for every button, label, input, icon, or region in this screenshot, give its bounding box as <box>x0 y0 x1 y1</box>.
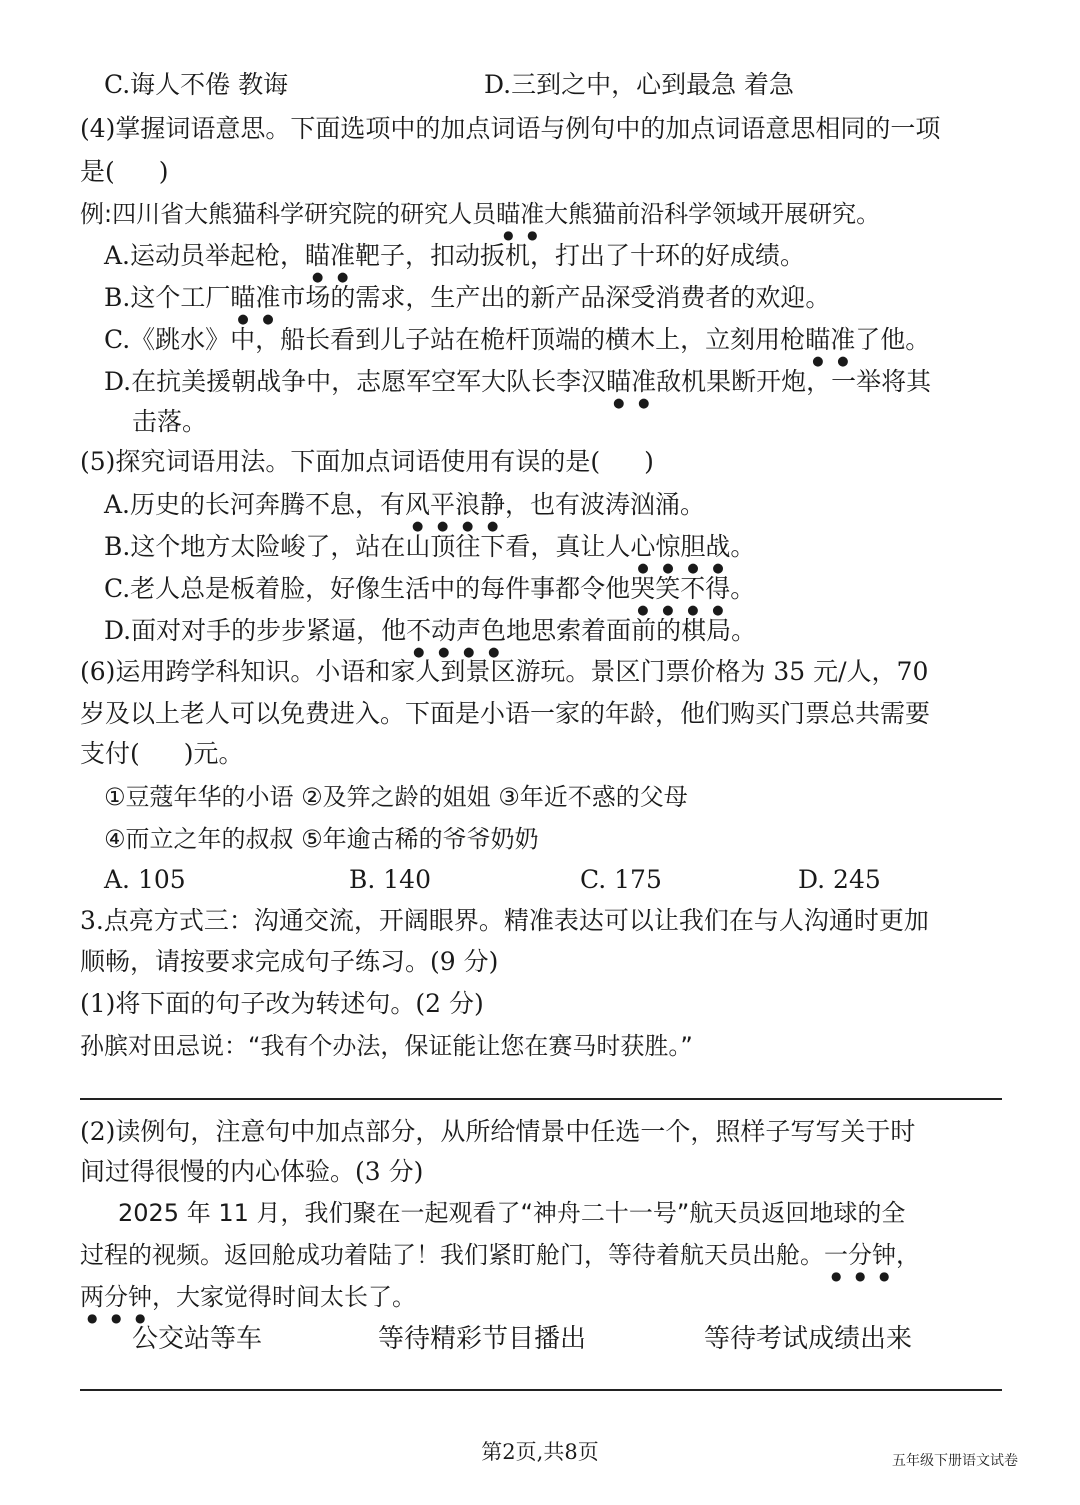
q6-option-a: A. 105 <box>104 865 186 894</box>
page-number: 第2页,共8页 <box>481 1440 599 1464</box>
q6-stem-line3: 支付( )元。 <box>80 739 244 768</box>
paper-title: 五年级下册语文试卷 <box>892 1453 1018 1469</box>
q3-sub1-stem: (1)将下面的句子改为转述句。(2 分) <box>80 989 484 1018</box>
q5-option-c: C.老人总是板着脸，好像生活中的每件事都令他哭笑不得。 <box>104 574 756 603</box>
q6-family-line2: ④而立之年的叔叔 ⑤年逾古稀的爷爷奶奶 <box>104 825 539 853</box>
q5-option-a: A.历史的长河奔腾不息，有风平浪静，也有波涛汹涌。 <box>104 490 706 519</box>
q4-option-c: C.《跳水》中，船长看到儿子站在桅杆顶端的横木上，立刻用枪瞄准了他。 <box>104 325 931 354</box>
q4-example-sentence: 例:四川省大熊猫科学研究院的研究人员瞄准大熊猫前沿科学领域开展研究。 <box>80 200 881 228</box>
q3-sub1-sentence: 孙膑对田忌说：“我有个办法，保证能让您在赛马时获胜。” <box>80 1032 693 1060</box>
q6-option-c: C. 175 <box>580 865 662 894</box>
q5-option-d: D.面对对手的步步紧逼，他不动声色地思索着面前的棋局。 <box>104 616 757 645</box>
answer-line-1[interactable] <box>80 1098 1002 1100</box>
q4-option-d-cont: 击落。 <box>132 407 208 436</box>
q3-sub2-stem-line1: (2)读例句，注意句中加点部分，从所给情景中任选一个，照样子写写关于时 <box>80 1117 916 1146</box>
q4-stem-line2: 是( ) <box>80 157 169 186</box>
q3-example-passage-line2: 过程的视频。返回舱成功着陆了！我们紧盯舱门，等待着航天员出舱。一分钟， <box>80 1241 920 1269</box>
q3-sub2-stem-line2: 间过得很慢的内心体验。(3 分) <box>80 1157 424 1186</box>
scene-exam-results: 等待考试成绩出来 <box>704 1324 913 1354</box>
option-c-prev: C.诲人不倦 教诲 <box>104 70 289 99</box>
q4-option-d: D.在抗美援朝战争中，志愿军空军大队长李汉瞄准敌机果断开炮，一举将其 <box>104 367 932 396</box>
q6-option-d: D. 245 <box>798 865 881 894</box>
q4-option-a: A.运动员举起枪，瞄准靶子，扣动扳机，打出了十环的好成绩。 <box>104 241 806 270</box>
q5-option-b: B.这个地方太险峻了，站在山顶往下看，真让人心惊胆战。 <box>104 532 756 561</box>
scene-bus-stop: 公交站等车 <box>132 1324 263 1354</box>
q3-stem-line1: 3.点亮方式三：沟通交流，开阔眼界。精准表达可以让我们在与人沟通时更加 <box>80 906 929 935</box>
scene-show: 等待精彩节目播出 <box>378 1324 587 1354</box>
q6-option-b: B. 140 <box>349 865 431 894</box>
q3-stem-line2: 顺畅，请按要求完成句子练习。(9 分) <box>80 947 499 976</box>
option-d-prev: D.三到之中，心到最急 着急 <box>484 70 795 99</box>
q5-stem: (5)探究词语用法。下面加点词语使用有误的是( ) <box>80 447 654 476</box>
q6-stem-line2: 岁及以上老人可以免费进入。下面是小语一家的年龄，他们购买门票总共需要 <box>80 699 931 728</box>
q4-option-b: B.这个工厂瞄准市场的需求，生产出的新产品深受消费者的欢迎。 <box>104 283 831 312</box>
q6-family-line1: ①豆蔻年华的小语 ②及笄之龄的姐姐 ③年近不惑的父母 <box>104 783 688 811</box>
q3-example-passage-line3: 两分钟，大家觉得时间太长了。 <box>80 1283 416 1311</box>
q4-stem-line1: (4)掌握词语意思。下面选项中的加点词语与例句中的加点词语意思相同的一项 <box>80 114 941 143</box>
answer-line-2[interactable] <box>80 1389 1002 1391</box>
q6-stem-line1: (6)运用跨学科知识。小语和家人到景区游玩。景区门票价格为 35 元/人，70 <box>80 657 929 686</box>
q3-example-passage-line1: 2025 年 11 月，我们聚在一起观看了“神舟二十一号”航天员返回地球的全 <box>118 1199 906 1227</box>
